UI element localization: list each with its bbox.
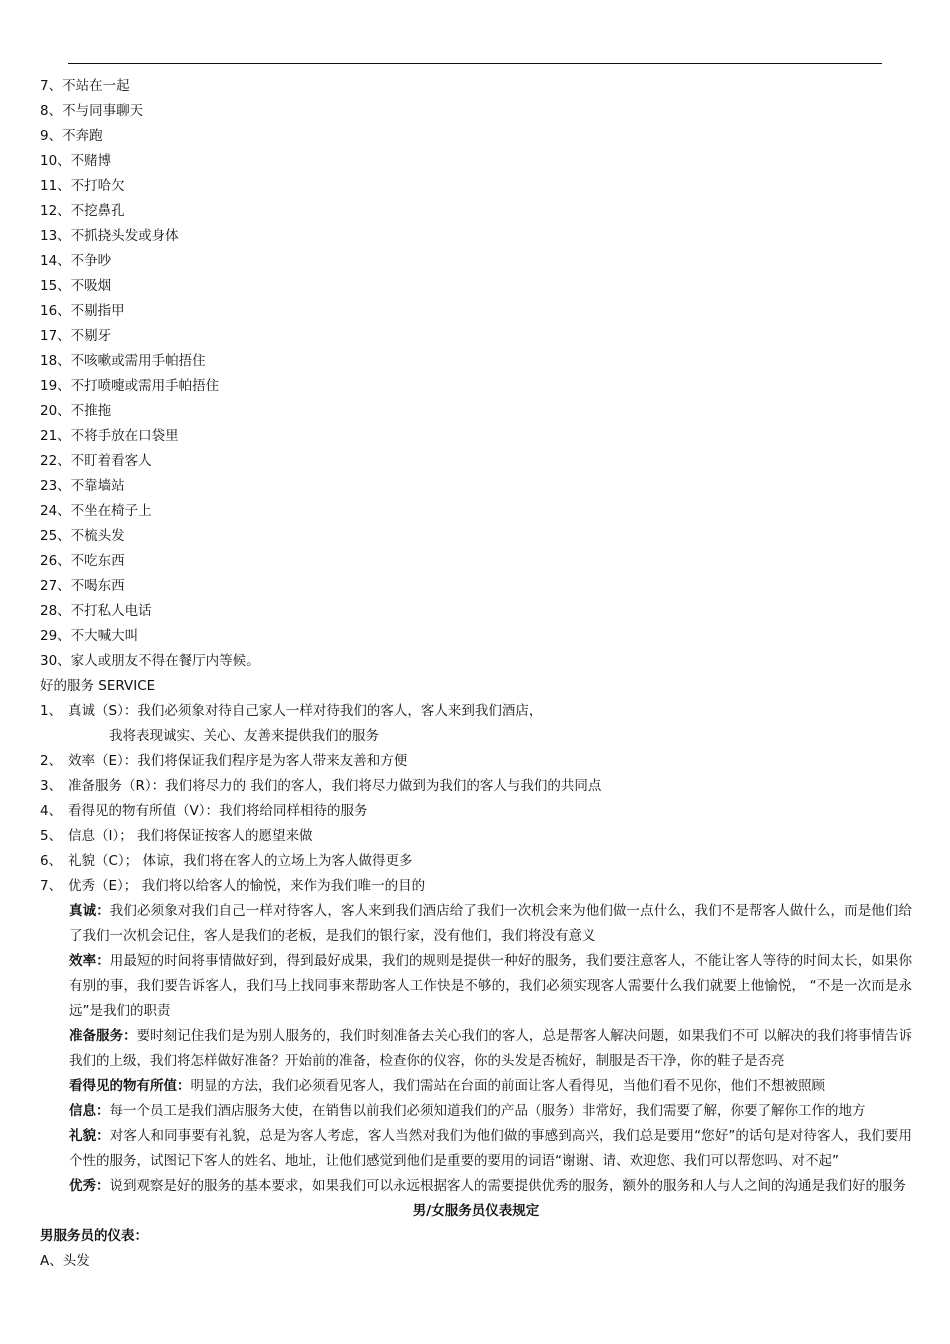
explanation-paragraph <box>40 949 912 1024</box>
list-item: 22、不盯着看客人 <box>40 453 152 469</box>
service-explanations <box>40 899 912 1199</box>
list-item: 7、不站在一起 <box>40 78 130 94</box>
header-rule <box>68 63 882 64</box>
list-item: 10、不赌博 <box>40 153 112 169</box>
list-item: 18、不咳嗽或需用手帕捂住 <box>40 353 206 369</box>
service-item-text: 礼貌（C）； 体谅，我们将在客人的立场上为客人做得更多 <box>68 853 413 869</box>
service-item-text: 效率（E）：我们将保证我们程序是为客人带来友善和方便 <box>68 753 408 769</box>
list-item: 30、家人或朋友不得在餐厅内等候。 <box>40 653 260 669</box>
service-item-text: 准备服务（R）：我们将尽力的 我们的客人，我们将尽力做到为我们的客人与我们的共同点 <box>68 778 602 794</box>
service-item-text: 优秀（E）； 我们将以给客人的愉悦，来作为我们唯一的目的 <box>68 878 426 894</box>
explanation-term: 效率： <box>69 953 110 969</box>
list-item: 23、不靠墙站 <box>40 478 125 494</box>
list-item: 15、不吸烟 <box>40 278 112 294</box>
service-item <box>40 699 912 724</box>
list-item: 25、不梳头发 <box>40 528 125 544</box>
explanation-term: 看得见的物有所值： <box>69 1078 191 1094</box>
list-item: 8、不与同事聊天 <box>40 103 144 119</box>
list-item: 26、不吃东西 <box>40 553 125 569</box>
list-item: 9、不奔跑 <box>40 128 103 144</box>
document-body <box>40 74 912 1274</box>
explanation-term: 礼貌： <box>69 1128 110 1144</box>
service-heading: 好的服务 SERVICE <box>40 678 156 694</box>
explanation-term: 准备服务： <box>69 1028 137 1044</box>
list-item: 29、不大喊大叫 <box>40 628 139 644</box>
explanation-term: 优秀： <box>69 1178 110 1194</box>
explanation-paragraph <box>40 1024 912 1074</box>
list-item: 11、不打哈欠 <box>40 178 125 194</box>
service-item <box>40 749 912 774</box>
explanation-text: 我们必须象对我们自己一样对待客人，客人来到我们酒店给了我们一次机会来为他们做一点什么，我们不是帮客人做什么，而是他们给了我们一次机会记住，客人是我们的老板，是我们的银行家，没有他们，我们将没有意义 <box>69 903 912 944</box>
service-item-number: 4、 <box>40 803 63 819</box>
explanation-term: 信息： <box>69 1103 110 1119</box>
explanation-text: 对客人和同事要有礼貌，总是为客人考虑，客人当然对我们为他们做的事感到高兴，我们总是要用“您好”的话句是对待客人，我们要用个性的服务，试图记下客人的姓名、地址，让他们感觉到他们是重要的要用的词语“谢谢、请、欢迎您、我们可以帮您吗、对不起” <box>69 1128 913 1169</box>
male-first-item: A、头发 <box>40 1253 90 1269</box>
section-title: 男/女服务员仪表规定 <box>412 1203 540 1219</box>
explanation-text: 说到观察是好的服务的基本要求，如果我们可以永远根据客人的需要提供优秀的服务，额外的服务和人与人之间的沟通是我们好的服务 <box>109 1178 906 1194</box>
explanation-paragraph <box>40 1124 912 1174</box>
list-item: 16、不剔指甲 <box>40 303 125 319</box>
service-item-text: 信息（I）； 我们将保证按客人的愿望来做 <box>68 828 313 844</box>
list-item: 13、不抓挠头发或身体 <box>40 228 179 244</box>
list-item: 19、不打喷嚏或需用手帕捂住 <box>40 378 220 394</box>
male-heading: 男服务员的仪表： <box>40 1228 148 1244</box>
service-item <box>40 799 912 824</box>
list-item: 28、不打私人电话 <box>40 603 152 619</box>
service-item <box>40 774 912 799</box>
service-item <box>40 824 912 849</box>
service-item-number: 7、 <box>40 878 63 894</box>
explanation-paragraph <box>40 1174 912 1199</box>
service-item-number: 5、 <box>40 828 63 844</box>
explanation-text: 每一个员工是我们酒店服务大使，在销售以前我们必须知道我们的产品（服务）非常好，我们需要了解，你要了解你工作的地方 <box>109 1103 866 1119</box>
rules-list <box>40 74 912 674</box>
service-item-number: 3、 <box>40 778 63 794</box>
list-item: 20、不推拖 <box>40 403 112 419</box>
explanation-term: 真诚： <box>69 903 110 919</box>
list-item: 27、不喝东西 <box>40 578 125 594</box>
list-item: 14、不争吵 <box>40 253 112 269</box>
list-item: 17、不剔牙 <box>40 328 112 344</box>
service-item <box>40 874 912 899</box>
list-item: 12、不挖鼻孔 <box>40 203 125 219</box>
service-list <box>40 699 912 899</box>
service-item-text: 看得见的物有所值（V）：我们将给同样相待的服务 <box>68 803 368 819</box>
service-item-text: 真诚（S）：我们必须象对待自己家人一样对待我们的客人，客人来到我们酒店， <box>68 703 543 719</box>
service-item-number: 6、 <box>40 853 63 869</box>
list-item: 21、不将手放在口袋里 <box>40 428 179 444</box>
service-item <box>40 849 912 874</box>
explanation-paragraph <box>40 1099 912 1124</box>
explanation-text: 明显的方法，我们必须看见客人，我们需站在台面的前面让客人看得见，当他们看不见你，他们不想被照顾 <box>190 1078 825 1094</box>
list-item: 24、不坐在椅子上 <box>40 503 152 519</box>
explanation-paragraph <box>40 899 912 949</box>
explanation-paragraph <box>40 1074 912 1099</box>
service-item-number: 1、 <box>40 703 63 719</box>
explanation-text: 用最短的时间将事情做好到，得到最好成果，我们的规则是提供一种好的服务，我们要注意客人，不能让客人等待的时间太长，如果你有别的事，我们要告诉客人，我们马上找同事来帮助客人工作快是不够的，我们必须实现客人需要什么我们就要上他愉悦， “不是一次而是永远”是我们的职责 <box>69 953 912 1019</box>
service-item-number: 2、 <box>40 753 63 769</box>
explanation-text: 要时刻记住我们是为别人服务的，我们时刻准备去关心我们的客人，总是帮客人解决问题，如果我们不可 以解决的我们将事情告诉我们的上级，我们将怎样做好准备？开始前的准备，检查你的仪容，你的头发是否梳好，制服是否干净，你的鞋子是否亮 <box>69 1028 912 1069</box>
service-item-continuation: 我将表现诚实、关心、友善来提供我们的服务 <box>109 728 379 744</box>
